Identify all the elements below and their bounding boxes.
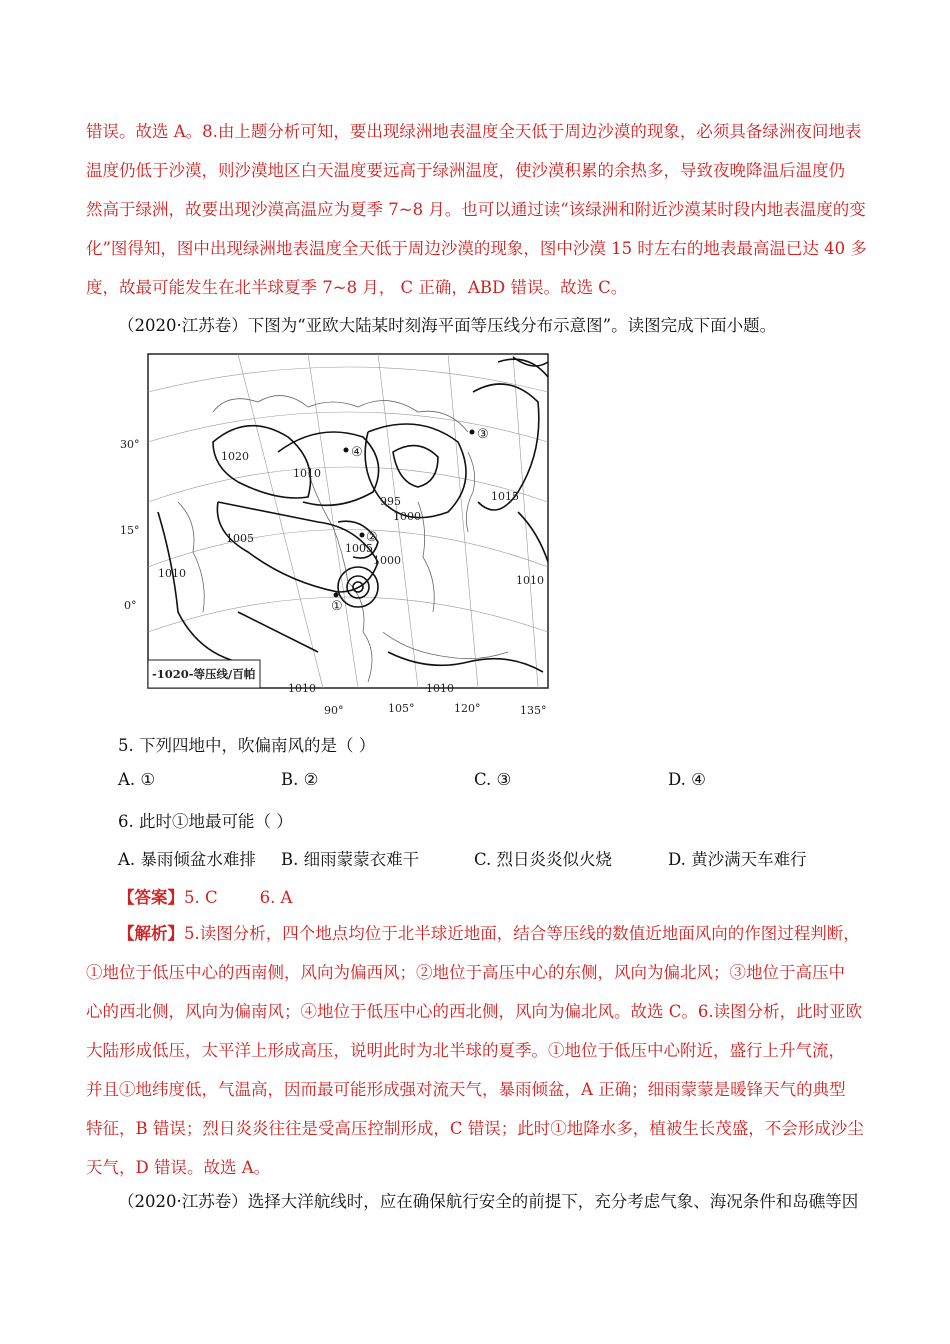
lon-label: 120° xyxy=(454,702,481,715)
question-6: 6. 此时①地最可能（ ） xyxy=(118,812,293,831)
map-legend: -1020-等压线/百帕 xyxy=(152,667,256,681)
analysis-line: ①地位于低压中心的西南侧，风向为偏西风；②地位于高压中心的东侧，风向为偏北风；③地位于高压中 xyxy=(86,963,845,982)
explanation-line: 然高于绿洲，故要出现沙漠高温应为夏季 7~8 月。也可以通过读“该绿洲和附近沙漠某时段内地表温度的变 xyxy=(86,200,866,219)
analysis-line: 心的西北侧，风向为偏南风；④地位于低压中心的西北侧，风向为偏北风。故选 C。6.读图分析，此时亚欧 xyxy=(86,1002,863,1021)
option-6c: C. 烈日炎炎似火烧 xyxy=(474,850,613,869)
isobar-label: 1010 xyxy=(426,682,454,695)
explanation-line: 错误。故选 A。8.由上题分析可知，要出现绿洲地表温度全天低于周边沙漠的现象，必须具备绿洲夜间地表 xyxy=(86,122,862,141)
question-intro: （2020·江苏卷）下图为“亚欧大陆某时刻海平面等压线分布示意图”。读图完成下面小题。 xyxy=(118,316,777,335)
analysis-line: 特征，B 错误；烈日炎炎往往是受高压控制形成，C 错误；此时①地降水多，植被生长茂盛，不会形成沙尘 xyxy=(86,1119,864,1138)
analysis-tag: 【解析】 xyxy=(118,924,184,943)
option-6b: B. 细雨蒙蒙衣难干 xyxy=(281,850,420,869)
point-label: ③ xyxy=(477,427,489,442)
lat-label: 0° xyxy=(124,599,137,612)
analysis-line: 【解析】5.读图分析，四个地点均位于北半球近地面，结合等压线的数值近地面风向的作图过程判断， xyxy=(118,924,860,943)
isobar-label: 1000 xyxy=(373,554,401,567)
isobar-label: 1010 xyxy=(288,682,316,695)
isobar-label: 1005 xyxy=(345,542,373,555)
point-label: ④ xyxy=(351,445,363,460)
lon-label: 90° xyxy=(324,704,344,717)
explanation-line: 温度仍低于沙漠，则沙漠地区白天温度要远高于绿洲温度，使沙漠积累的余热多，导致夜晚降温后温度仍 xyxy=(86,161,845,180)
option-5a: A. ① xyxy=(118,770,156,789)
isobar-label: 1005 xyxy=(226,532,254,545)
isobar-label: 1015 xyxy=(491,490,519,503)
next-question-intro: （2020·江苏卷）选择大洋航线时，应在确保航行安全的前提下，充分考虑气象、海况条件和岛礁等因 xyxy=(118,1192,859,1211)
question-5: 5. 下列四地中，吹偏南风的是（ ） xyxy=(118,736,376,755)
point-label: ① xyxy=(331,599,343,614)
isobar-map xyxy=(118,352,554,722)
analysis-line: 大陆形成低压，太平洋上形成高压，说明此时为北半球的夏季。①地位于低压中心附近，盛行上升气流， xyxy=(86,1041,845,1060)
lat-label: 15° xyxy=(120,524,140,537)
option-6d: D. 黄沙满天车难行 xyxy=(668,850,807,869)
point-label: ② xyxy=(366,530,378,545)
isobar-label: 995 xyxy=(380,495,401,508)
explanation-paragraph xyxy=(86,112,866,307)
isobar-label: 1010 xyxy=(158,567,186,580)
isobar-label: 1000 xyxy=(393,510,421,523)
answer-tag: 【答案】 xyxy=(118,888,184,907)
analysis-paragraph xyxy=(86,914,866,1187)
option-6a: A. 暴雨倾盆水难排 xyxy=(118,850,256,869)
explanation-line: 化”图得知，图中出现绿洲地表温度全天低于周边沙漠的现象，图中沙漠 15 时左右的地表最高温已达 40 多 xyxy=(86,239,867,258)
option-5d: D. ④ xyxy=(668,770,706,789)
lon-label: 105° xyxy=(388,702,415,715)
analysis-line: 并且①地纬度低，气温高，因而最可能形成强对流天气，暴雨倾盆，A 正确；细雨蒙蒙是暖锋天气的典型 xyxy=(86,1080,846,1099)
answer-text: 5. C 6. A xyxy=(184,888,293,907)
lon-label: 135° xyxy=(520,704,547,717)
lat-label: 30° xyxy=(120,438,140,451)
isobar-label: 1010 xyxy=(293,467,321,480)
isobar-label: 1020 xyxy=(221,450,249,463)
explanation-line: 度，故最可能发生在北半球夏季 7~8 月， C 正确，ABD 错误。故选 C。 xyxy=(86,278,628,297)
answer-line xyxy=(118,884,292,908)
analysis-line: 天气，D 错误。故选 A。 xyxy=(86,1158,271,1177)
option-5c: C. ③ xyxy=(474,770,512,789)
option-5b: B. ② xyxy=(281,770,319,789)
isobar-label: 1010 xyxy=(516,574,544,587)
